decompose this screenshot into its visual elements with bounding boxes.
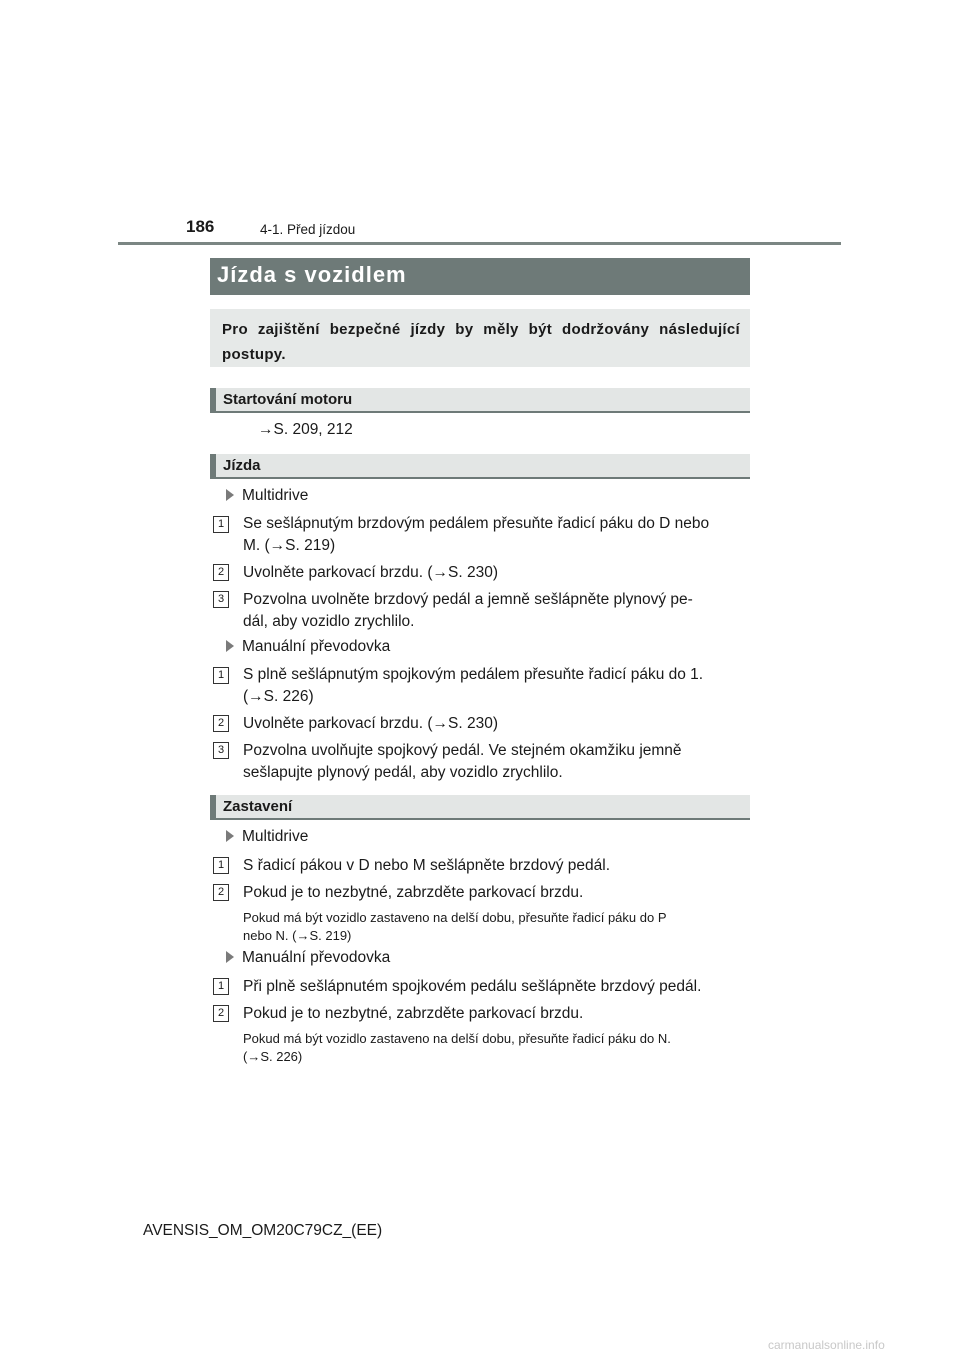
step-number-badge: 3 bbox=[213, 742, 229, 759]
step-number-badge: 2 bbox=[213, 1005, 229, 1022]
heading-start-engine: Startování motoru bbox=[210, 388, 750, 413]
stop-multidrive-label: Multidrive bbox=[226, 828, 308, 846]
drive-manual-label: Manuální převodovka bbox=[226, 638, 390, 656]
header-rule bbox=[118, 242, 841, 245]
page-title: Jízda s vozidlem bbox=[210, 258, 750, 295]
triangle-bullet-icon bbox=[226, 830, 234, 842]
note-text: Pokud má být vozidlo zastaveno na delší dobu, přesuňte řadicí páku do P bbox=[243, 910, 667, 925]
note-text: nebo N. (→S. 219) bbox=[243, 928, 352, 943]
page-number: 186 bbox=[186, 217, 215, 236]
step-number-badge: 2 bbox=[213, 715, 229, 732]
note-text: (→S. 226) bbox=[243, 1049, 303, 1064]
step-text: sešlapujte plynový pedál, aby vozidlo zrychlilo. bbox=[243, 764, 563, 781]
triangle-bullet-icon bbox=[226, 489, 234, 501]
triangle-bullet-icon bbox=[226, 951, 234, 963]
step-number-badge: 1 bbox=[213, 857, 229, 874]
step-text: S řadicí pákou v D nebo M sešlápněte brzdový pedál. bbox=[243, 857, 611, 874]
start-reference: →S. 209, 212 bbox=[258, 421, 353, 438]
step-text: Pozvolna uvolněte brzdový pedál a jemně sešlápněte plynový pe- bbox=[243, 591, 693, 608]
heading-stopping: Zastavení bbox=[210, 795, 750, 820]
step-number-badge: 1 bbox=[213, 516, 229, 533]
triangle-bullet-icon bbox=[226, 640, 234, 652]
step-text: Uvolněte parkovací brzdu. (→S. 230) bbox=[243, 564, 499, 581]
note-text: Pokud má být vozidlo zastaveno na delší dobu, přesuňte řadicí páku do N. bbox=[243, 1031, 671, 1046]
step-text: dál, aby vozidlo zrychlilo. bbox=[243, 613, 415, 630]
step-text: Se sešlápnutým brzdovým pedálem přesuňte řadicí páku do D nebo bbox=[243, 515, 710, 532]
step-number-badge: 3 bbox=[213, 591, 229, 608]
step-number-badge: 2 bbox=[213, 884, 229, 901]
step-text: (→S. 226) bbox=[243, 688, 314, 705]
watermark: carmanualsonline.info bbox=[768, 1338, 885, 1352]
step-number-badge: 2 bbox=[213, 564, 229, 581]
document-code-footer: AVENSIS_OM_OM20C79CZ_(EE) bbox=[143, 1222, 383, 1239]
section-label: 4-1. Před jízdou bbox=[260, 222, 356, 237]
step-text: Pozvolna uvolňujte spojkový pedál. Ve stejném okamžiku jemně bbox=[243, 742, 682, 759]
drive-multidrive-label: Multidrive bbox=[226, 487, 308, 505]
step-text: M. (→S. 219) bbox=[243, 537, 336, 554]
stop-manual-label: Manuální převodovka bbox=[226, 949, 390, 967]
step-text: Při plně sešlápnutém spojkovém pedálu sešlápněte brzdový pedál. bbox=[243, 978, 702, 995]
intro-text: Pro zajištění bezpečné jízdy by měly být dodržovány následující postupy. bbox=[210, 309, 750, 367]
step-text: S plně sešlápnutým spojkovým pedálem přesuňte řadicí páku do 1. bbox=[243, 666, 704, 683]
step-text: Pokud je to nezbytné, zabrzděte parkovací brzdu. bbox=[243, 1005, 584, 1022]
step-number-badge: 1 bbox=[213, 667, 229, 684]
step-text: Uvolněte parkovací brzdu. (→S. 230) bbox=[243, 715, 499, 732]
heading-driving: Jízda bbox=[210, 454, 750, 479]
step-number-badge: 1 bbox=[213, 978, 229, 995]
step-text: Pokud je to nezbytné, zabrzděte parkovací brzdu. bbox=[243, 884, 584, 901]
